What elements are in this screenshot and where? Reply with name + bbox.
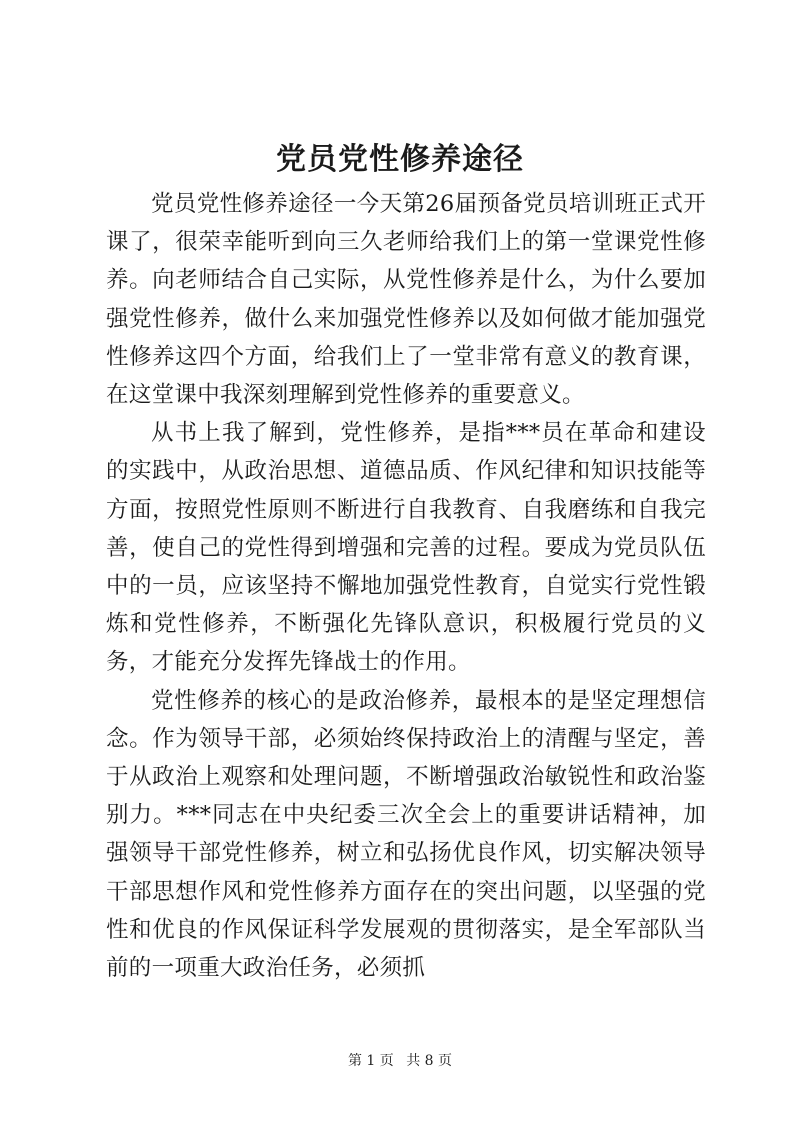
page-number: 第 1 页 <box>347 1053 394 1069</box>
paragraph-2: 从书上我了解到，党性修养，是指***员在革命和建设的实践中，从政治思想、道德品质、作风纪律和知识技能等方面，按照党性原则不断进行自我教育、自我磨练和自我完善，使自己的党性得到增强和完善的过程。要成为党员队伍中的一员，应该坚持不懈地加强党性教育，自觉实行党性锻炼和党性修养，不断强化先锋队意识，积极履行党员的义务，才能充分发挥先锋战士的作用。 <box>106 420 706 676</box>
document-body <box>106 185 706 987</box>
page-footer <box>0 1052 800 1070</box>
paragraph-1: 党员党性修养途径一今天第26届预备党员培训班正式开课了，很荣幸能听到向三久老师给我们上的第一堂课党性修养。向老师结合自己实际，从党性修养是什么，为什么要加强党性修养，做什么来加强党性修养以及如何做才能加强党性修养这四个方面，给我们上了一堂非常有意义的教育课，在这堂课中我深刻理解到党性修养的重要意义。 <box>106 191 706 409</box>
document-title: 党员党性修养途径 <box>276 142 524 177</box>
paragraph-3: 党性修养的核心的是政治修养，最根本的是坚定理想信念。作为领导干部，必须始终保持政治上的清醒与坚定，善于从政治上观察和处理问题，不断增强政治敏锐性和政治鉴别力。***同志在中央纪委三次全会上的重要讲话精神，加强领导干部党性修养，树立和弘扬优良作风，切实解决领导干部思想作风和党性修养方面存在的突出问题，以坚强的党性和优良的作风保证科学发展观的贯彻落实，是全军部队当前的一项重大政治任务，必须抓 <box>106 687 706 982</box>
page-total: 共 8 页 <box>406 1053 453 1069</box>
